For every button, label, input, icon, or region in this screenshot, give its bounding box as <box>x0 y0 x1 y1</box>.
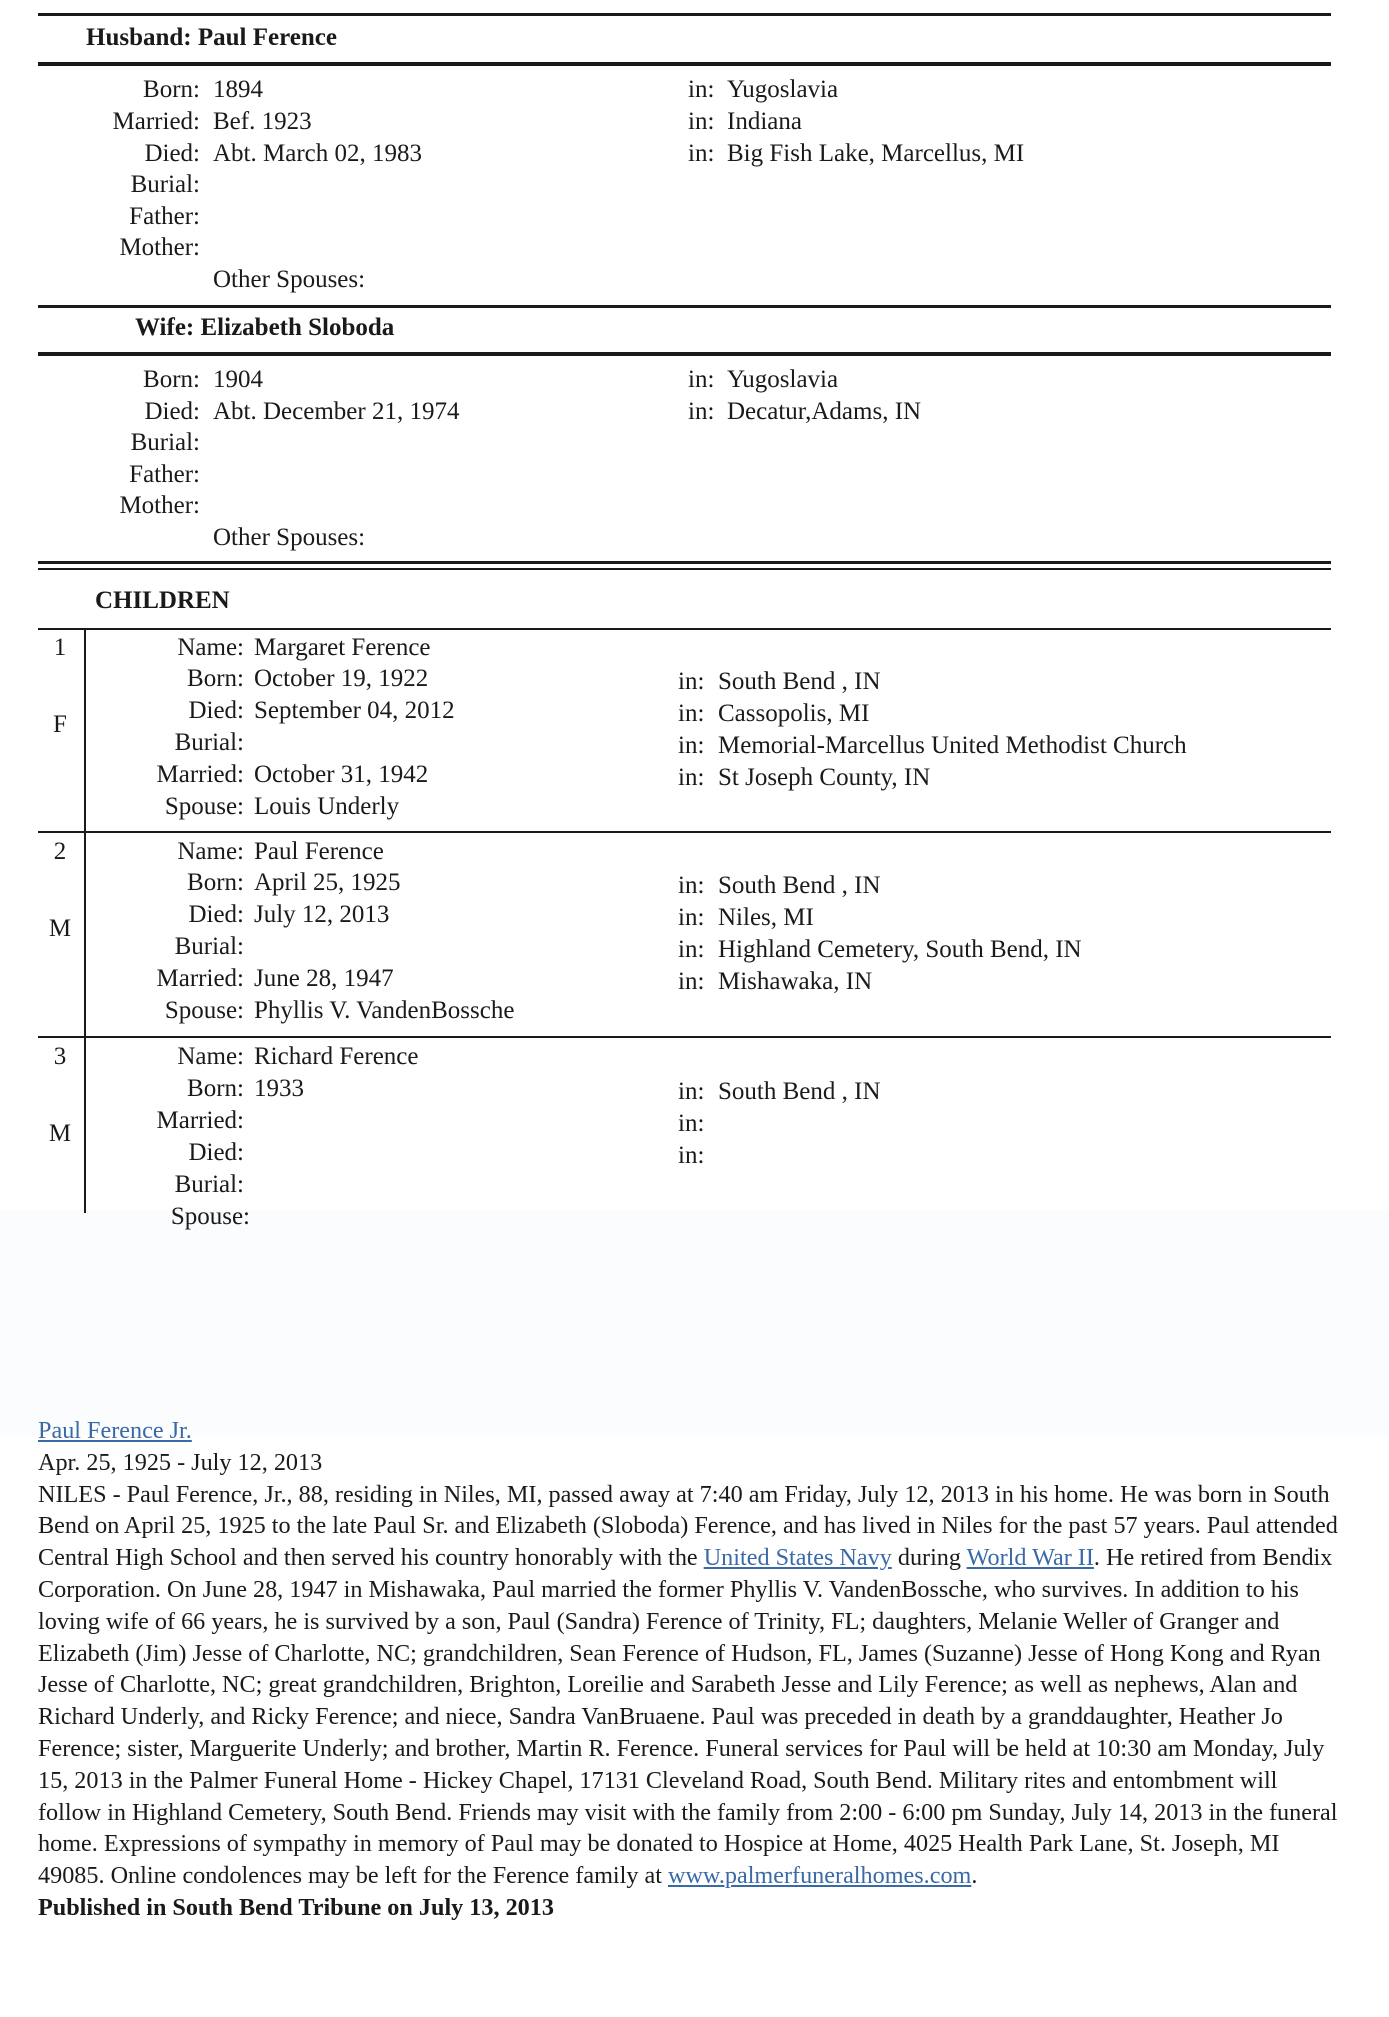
child-1-married-in: in: <box>678 764 705 791</box>
child-1-married-place: St Joseph County, IN <box>718 764 931 791</box>
husband-rule <box>38 62 1331 66</box>
child-2-died-label: Died: <box>188 901 244 928</box>
child-3-born-label: Born: <box>187 1075 244 1102</box>
wife-heading <box>135 314 394 342</box>
wife-died-in: in: <box>688 398 715 425</box>
child-3-sex: M <box>48 1120 72 1147</box>
child-1-died-in: in: <box>678 700 705 727</box>
husband-father-label: Father: <box>129 203 200 230</box>
blank-scan-area <box>0 1210 1389 1435</box>
child-1-burial-label: Burial: <box>174 729 244 756</box>
child-1-sex: F <box>53 711 67 738</box>
child-2-burial-label: Burial: <box>174 933 244 960</box>
children-double-rule-b <box>38 568 1331 570</box>
world-war-ii-link[interactable]: World War II <box>966 1544 1094 1572</box>
child-3-name-value: Richard Ference <box>254 1043 419 1070</box>
child-2-born-place: South Bend , IN <box>718 872 881 899</box>
child-2-burial-in: in: <box>678 936 705 963</box>
palmer-funeral-homes-link[interactable]: www.palmerfuneralhomes.com <box>668 1862 972 1890</box>
child-1-died-label: Died: <box>188 697 244 724</box>
child-3-name-label: Name: <box>177 1043 244 1070</box>
husband-married-value: Bef. 1923 <box>213 108 312 135</box>
child-2-married-value: June 28, 1947 <box>254 965 394 992</box>
husband-heading <box>86 24 337 52</box>
children-heading: CHILDREN <box>95 587 230 614</box>
united-states-navy-link[interactable]: United States Navy <box>703 1544 892 1572</box>
wife-died-place: Decatur,Adams, IN <box>727 398 922 425</box>
child-2-spouse-label: Spouse: <box>164 997 244 1024</box>
wife-rule <box>38 352 1331 356</box>
wife-burial-label: Burial: <box>130 429 200 456</box>
child-2-died-in: in: <box>678 904 705 931</box>
children-rule <box>38 628 1331 630</box>
child-2-born-label: Born: <box>187 869 244 896</box>
child-1-born-place: South Bend , IN <box>718 668 881 695</box>
obituary <box>38 1415 1338 1924</box>
child-1-spouse-label: Spouse: <box>164 793 244 820</box>
wife-name: Elizabeth Sloboda <box>200 314 395 341</box>
child-3-died-label: Died: <box>188 1139 244 1166</box>
child-1-born-in: in: <box>678 668 705 695</box>
wife-heading-label: Wife: <box>135 314 195 341</box>
child-2-born-value: April 25, 1925 <box>254 869 401 896</box>
wife-died-label: Died: <box>144 398 200 425</box>
child-2-name-value: Paul Ference <box>254 838 384 865</box>
child-2-married-label: Married: <box>156 965 244 992</box>
obituary-text-between: during <box>891 1544 967 1572</box>
child-1-spouse-value: Louis Underly <box>254 793 400 820</box>
obituary-dates: Apr. 25, 1925 - July 12, 2013 <box>38 1448 323 1476</box>
husband-mother-label: Mother: <box>119 234 200 261</box>
child-3-number: 3 <box>53 1043 67 1070</box>
child-2-died-value: July 12, 2013 <box>254 901 390 928</box>
child-3-married-label: Married: <box>156 1107 244 1134</box>
child-1-number: 1 <box>53 634 67 661</box>
husband-name: Paul Ference <box>197 24 337 51</box>
husband-died-label: Died: <box>144 140 200 167</box>
wife-other-spouses: Other Spouses: <box>213 524 366 551</box>
obituary-text-2: . He retired from Bendix Corporation. On June 28, 1947 in Mishawaka, Paul married the former Phyllis V. VandenBossche, who survives. In addition to his loving wife of 66 years, he is survived by a son, Paul (Sandra) Ference of Trinity, FL; daughters, Melanie Weller of Granger and Elizabeth (Jim) Jesse of Charlotte, NC; grandchildren, Sean Ference of Hudson, FL, James (Suzanne) Jesse of Hong Kong and Ryan Jesse of Charlotte, NC; great grandchildren, Brighton, Loreilie and Sarabeth Jesse and Lily Ference; as well as nephews, Alan and Richard Underly, and Ricky Ference; and niece, Sandra VanBruaene. Paul was preceded in death by a granddaughter, Heather Jo Ference; sister, Marguerite Underly; and brother, Martin R. Ference. Funeral services for Paul will be held at 10:30 am Monday, July 15, 2013 in the Palmer Funeral Home - Hickey Chapel, 17131 Cleveland Road, South Bend. Military rites and entombment will follow in Highland Cemetery, South Bend. Friends may visit with the family from 2:00 - 6:00 pm Sunday, July 14, 2013 in the funeral home. Expressions of sympathy in memory of Paul may be donated to Hospice at Home, 4025 Health Park Lane, St. Joseph, MI 49085. Online condolences may be left for the Ference family at <box>38 1544 1338 1890</box>
husband-married-place: Indiana <box>727 108 802 135</box>
child-3-married-in: in: <box>678 1110 705 1137</box>
husband-died-in: in: <box>688 140 715 167</box>
child-1-born-label: Born: <box>187 665 244 692</box>
child-3-spouse-clip <box>140 1200 250 1230</box>
husband-other-spouses: Other Spouses: <box>213 266 366 293</box>
wife-top-rule <box>38 305 1331 308</box>
husband-born-in: in: <box>688 76 715 103</box>
husband-born-place: Yugoslavia <box>727 76 839 103</box>
wife-mother-label: Mother: <box>119 492 200 519</box>
wife-born-label: Born: <box>143 366 200 393</box>
husband-top-rule <box>38 13 1331 16</box>
wife-father-label: Father: <box>129 461 200 488</box>
child-1-married-label: Married: <box>156 761 244 788</box>
children-column-divider <box>84 628 86 1213</box>
child-2-married-place: Mishawaka, IN <box>718 968 873 995</box>
obituary-body <box>38 1479 1338 1892</box>
husband-married-in: in: <box>688 108 715 135</box>
published-note: Published in South Bend Tribune on July 13, 2013 <box>38 1893 554 1921</box>
child-3-died-in: in: <box>678 1142 705 1169</box>
child-2-died-place: Niles, MI <box>718 904 814 931</box>
child-3-burial-label: Burial: <box>174 1171 244 1198</box>
obituary-text-end: . <box>971 1862 978 1890</box>
child-1-name-value: Margaret Ference <box>254 634 431 661</box>
child-3-born-value: 1933 <box>254 1075 304 1102</box>
child-2-burial-place: Highland Cemetery, South Bend, IN <box>718 936 1082 963</box>
child-1-died-place: Cassopolis, MI <box>718 700 870 727</box>
wife-born-in: in: <box>688 366 715 393</box>
husband-born-value: 1894 <box>213 76 263 103</box>
child-2-born-in: in: <box>678 872 705 899</box>
child-1-married-value: October 31, 1942 <box>254 761 429 788</box>
child-2-sex: M <box>48 915 72 942</box>
child-3-born-place: South Bend , IN <box>718 1078 881 1105</box>
wife-died-value: Abt. December 21, 1974 <box>213 398 460 425</box>
child-1-died-value: September 04, 2012 <box>254 697 455 724</box>
child-1-divider <box>38 831 1331 833</box>
children-double-rule-a <box>38 561 1331 564</box>
husband-born-label: Born: <box>143 76 200 103</box>
child-2-divider <box>38 1036 1331 1038</box>
husband-died-place: Big Fish Lake, Marcellus, MI <box>727 140 1025 167</box>
husband-died-value: Abt. March 02, 1983 <box>213 140 422 167</box>
wife-born-place: Yugoslavia <box>727 366 839 393</box>
child-1-burial-in: in: <box>678 732 705 759</box>
child-2-married-in: in: <box>678 968 705 995</box>
obituary-text-1: NILES - Paul Ference, Jr., 88, residing in Niles, MI, passed away at 7:40 am Friday, July 12, 2013 in his home. He was born in South Bend on April 25, 1925 to the late Paul Sr. and Elizabeth (Sloboda) Ference, and has lived in Niles for the past 57 years. Paul attended Central High School and then served his country honorably with the <box>38 1480 1338 1572</box>
husband-burial-label: Burial: <box>130 171 200 198</box>
child-3-spouse-label: Spouse: <box>170 1203 250 1230</box>
child-1-name-label: Name: <box>177 634 244 661</box>
child-2-spouse-value: Phyllis V. VandenBossche <box>254 997 515 1024</box>
child-2-name-label: Name: <box>177 838 244 865</box>
husband-married-label: Married: <box>112 108 200 135</box>
child-2-number: 2 <box>53 838 67 865</box>
wife-born-value: 1904 <box>213 366 263 393</box>
husband-heading-label: Husband: <box>86 24 192 51</box>
child-1-born-value: October 19, 1922 <box>254 665 429 692</box>
child-3-born-in: in: <box>678 1078 705 1105</box>
obituary-name-link[interactable]: Paul Ference Jr. <box>38 1417 192 1444</box>
child-1-burial-place: Memorial-Marcellus United Methodist Church <box>718 732 1187 759</box>
